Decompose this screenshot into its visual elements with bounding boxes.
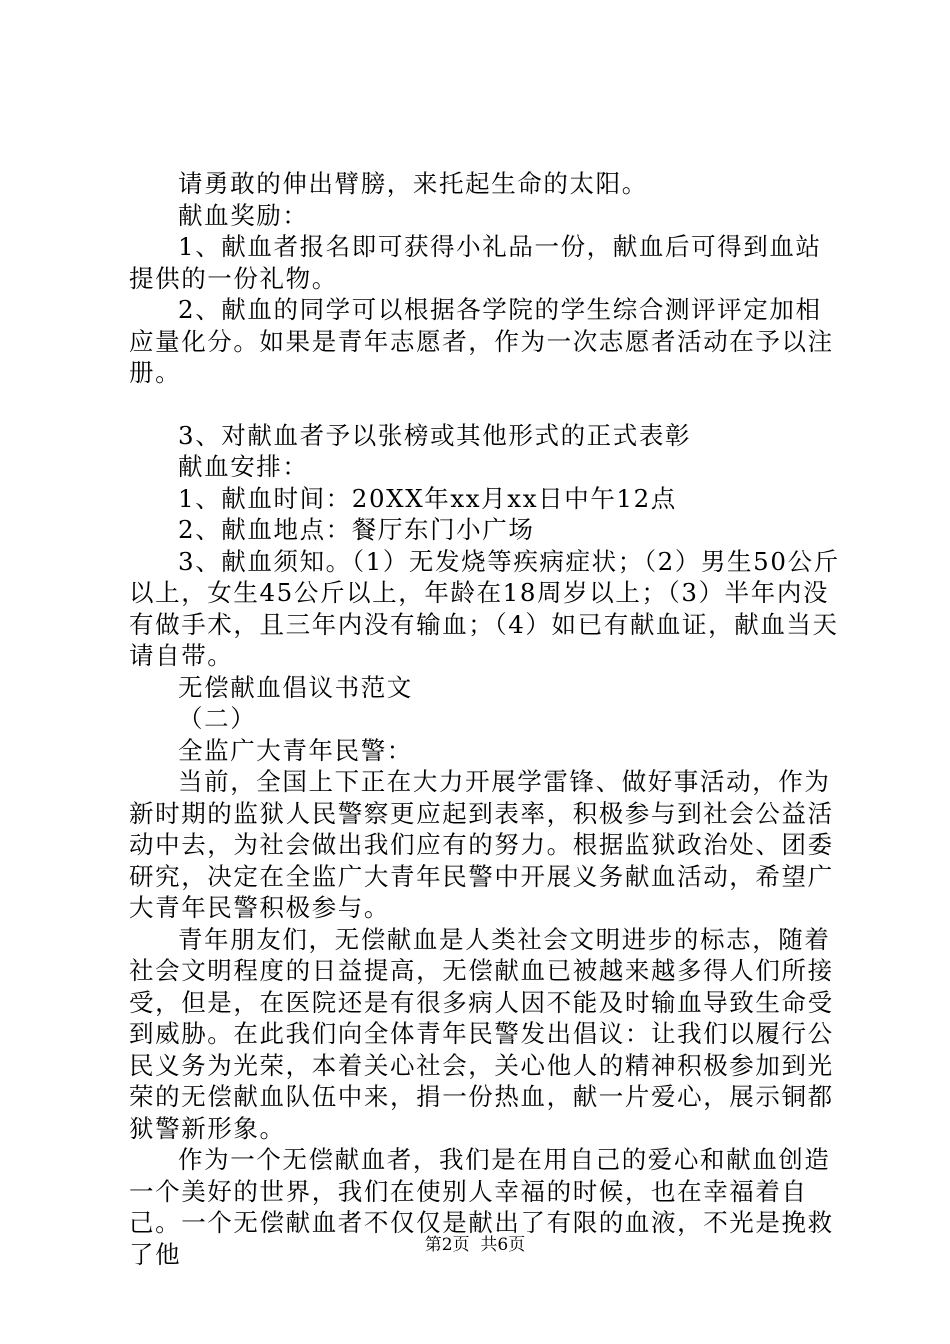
paragraph: 2、献血地点：餐厅东门小广场: [178, 515, 535, 544]
paragraph: 3、对献血者予以张榜或其他形式的正式表彰: [178, 420, 692, 450]
salutation: 全监广大青年民警：: [178, 735, 413, 765]
page-number-label: 第2页 共6页: [424, 1235, 526, 1255]
page-footer: [0, 1230, 950, 1255]
paragraph: 1、献血者报名即可获得小礼品一份，献血后可得到血站提供的一份礼物。: [129, 232, 822, 293]
paragraph: 请勇敢的伸出臂膀，来托起生命的太阳。: [178, 169, 648, 198]
paragraph: 1、献血时间：20XX年xx月xx日中午12点: [178, 483, 677, 513]
paragraph: 青年朋友们，无偿献血是人类社会文明进步的标志，随着社会文明程度的日益提高，无偿献血已被越来越多得人们所接受，但是，在医院还是有很多病人因不能及时输血导致生命受到威胁。在此我们向全体青年民警发出倡议：让我们以履行公民义务为光荣，本着关心社会，关心他人的精神积极参加到光荣的无偿献血队伍中来，捐一份热血，献一片爱心，展示铜都狱警新形象。: [129, 924, 834, 1143]
paragraph: 2、献血的同学可以根据各学院的学生综合测评评定加相应量化分。如果是青年志愿者，作为一次志愿者活动在予以注册。: [129, 295, 834, 387]
paragraph: 献血安排：: [178, 452, 309, 481]
paragraph: 3、献血须知。（1）无发烧等疾病症状；（2）男生50公斤以上，女生45公斤以上，年龄在18周岁以上；（3）半年内没有做手术，且三年内没有输血；（4）如已有献血证，献血当天请自带。: [129, 546, 840, 670]
section-number: （二）: [178, 704, 257, 733]
paragraph: 当前，全国上下正在大力开展学雷锋、做好事活动，作为新时期的监狱人民警察更应起到表率，积极参与到社会公益活动中去，为社会做出我们应有的努力。根据监狱政治处、团委研究，决定在全监广大青年民警中开展义务献血活动，希望广大青年民警积极参与。: [129, 767, 834, 922]
section-title: 无偿献血倡议书范文: [178, 672, 413, 702]
paragraph: 作为一个无偿献血者，我们是在用自己的爱心和献血创造一个美好的世界，我们在使别人幸福的时候，也在幸福着自己。一个无偿献血者不仅仅是献出了有限的血液，不光是挽救了他: [129, 1145, 834, 1269]
paragraph: 献血奖励：: [178, 200, 309, 230]
document-body: [129, 168, 844, 1270]
